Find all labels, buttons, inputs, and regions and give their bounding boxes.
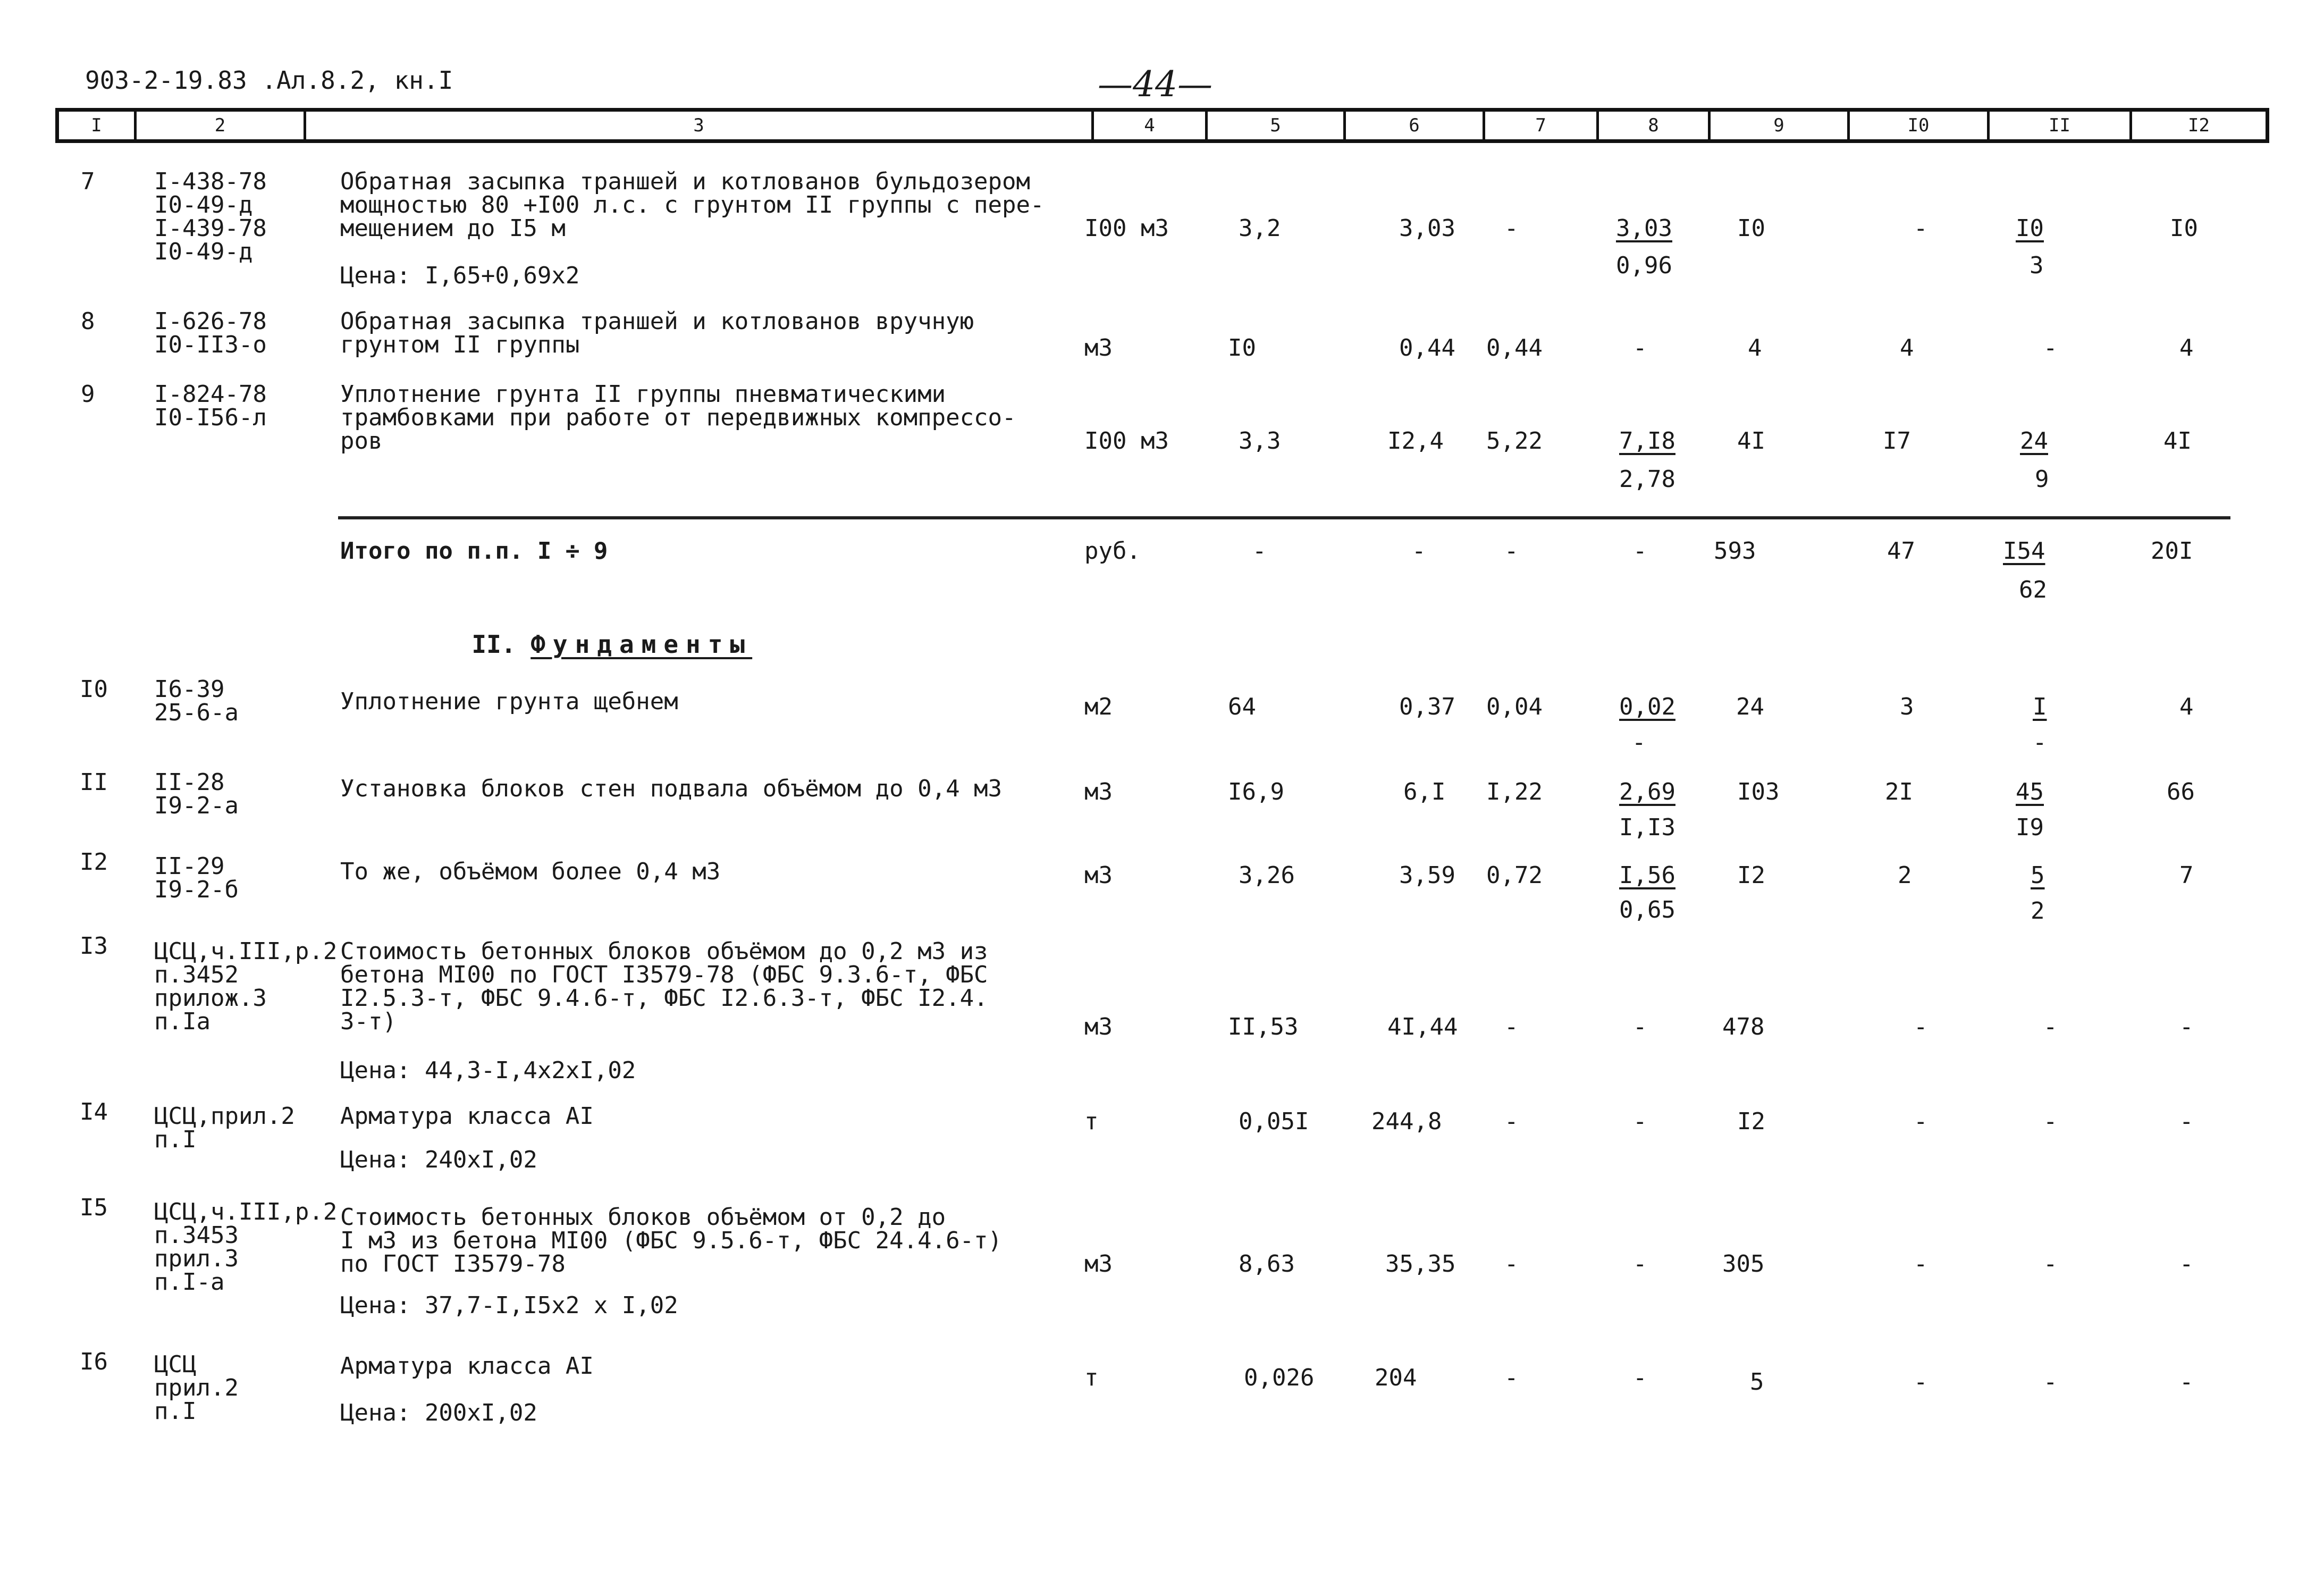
norm-ref: I-439-78 [154, 215, 267, 242]
col-5-value: - [1252, 537, 1267, 565]
col-8-value: - [1633, 1364, 1647, 1391]
col-11-value: 45 [2016, 778, 2044, 805]
col-10-value: 4 [1900, 334, 1914, 362]
work-description: Арматура класса АI [340, 1352, 594, 1380]
norm-ref: I6-39 [154, 676, 225, 703]
work-description: бетона МI00 по ГОСТ I3579-78 (ФБС 9.3.6-т, ФБС [340, 961, 988, 988]
work-description: Установка блоков стен подвала объёмом до 0,4 м3 [340, 775, 1003, 802]
row-number: 7 [81, 168, 95, 195]
price-formula: Цена: 37,7-I,I5x2 x I,02 [340, 1292, 678, 1319]
unit: т [1084, 1364, 1099, 1391]
col-6-value: 3,59 [1399, 862, 1455, 889]
col-6-value: 35,35 [1385, 1250, 1456, 1278]
col-5-value: I6,9 [1228, 778, 1284, 805]
norm-ref: п.I [154, 1398, 197, 1425]
col-5-value: II,53 [1228, 1013, 1299, 1040]
col-8-value: 7,I8 [1619, 427, 1675, 455]
unit: I00 м3 [1084, 427, 1169, 455]
col-10-value: - [1914, 1368, 1928, 1396]
col-10-value: 2 [1898, 862, 1912, 889]
col-11-value: - [2043, 1013, 2058, 1040]
col-9-value: 24 [1736, 693, 1764, 720]
col-12-value: 4I [2163, 427, 2192, 455]
col-9-value: I2 [1737, 1108, 1765, 1135]
col-9-value: I0 [1737, 215, 1765, 242]
col-11-value: - [2043, 1108, 2058, 1135]
work-description: Уплотнение грунта II группы пневматическими [340, 381, 946, 408]
norm-ref: прилож.3 [154, 985, 267, 1012]
col-12-value: I0 [2170, 215, 2198, 242]
unit: м3 [1084, 862, 1113, 889]
col-8-value: - [1633, 1108, 1647, 1135]
col-6-value: I2,4 [1387, 427, 1444, 455]
col-5-value: 0,026 [1244, 1364, 1315, 1391]
norm-ref: ЦСЦ,ч.III,р.2 [154, 1198, 338, 1225]
norm-ref: п.I-а [154, 1268, 225, 1296]
col-9-value: 4 [1748, 334, 1762, 362]
col-10-value: I7 [1883, 427, 1911, 455]
row-number: I6 [80, 1348, 108, 1375]
norm-ref: II-28 [154, 769, 225, 796]
unit: м3 [1084, 1013, 1113, 1040]
norm-ref: п.3453 [154, 1222, 239, 1249]
col-7-value: - [1504, 1250, 1519, 1278]
row-number: 9 [81, 381, 95, 408]
col-12-value: 7 [2179, 862, 2194, 889]
work-description: мещением до I5 м [340, 215, 566, 242]
document-code: 903-2-19.83 .Ал.8.2, кн.I [85, 66, 453, 95]
col-12-value: - [2179, 1368, 2194, 1396]
col-9-value: 5 [1750, 1368, 1764, 1396]
col-11-value: I0 [2016, 215, 2044, 242]
col-7-value: - [1504, 1364, 1519, 1391]
work-description: ров [340, 427, 383, 455]
unit: руб. [1084, 537, 1141, 565]
col-7-value: 0,04 [1486, 693, 1543, 720]
col-12-value: 20I [2151, 537, 2193, 565]
row-number: I4 [80, 1098, 108, 1125]
col-7-value: 5,22 [1486, 427, 1543, 455]
col-6-value: 0,37 [1399, 693, 1455, 720]
col-12-value: 4 [2179, 334, 2194, 362]
col-11-value: 5 [2031, 862, 2045, 889]
work-description: 3-т) [340, 1008, 397, 1035]
work-description: То же, объёмом более 0,4 м3 [340, 858, 721, 885]
col-8-value: 2,69 [1619, 778, 1675, 805]
column-header-6: 6 [1343, 112, 1483, 139]
col-10-value: - [1914, 1108, 1928, 1135]
col-9-value: I03 [1737, 778, 1780, 805]
col-11-value: - [2043, 1250, 2058, 1278]
col-8-subvalue: I,I3 [1619, 814, 1675, 841]
col-11-subvalue: I9 [2016, 814, 2044, 841]
column-header-9: 9 [1708, 112, 1847, 139]
col-5-value: 3,2 [1239, 215, 1281, 242]
column-header-row [55, 108, 2269, 143]
work-description: грунтом II группы [340, 331, 580, 358]
total-divider [338, 516, 2230, 519]
col-11-subvalue: 9 [2035, 466, 2049, 493]
work-description: по ГОСТ I3579-78 [340, 1250, 566, 1278]
total-label: Итого по п.п. I ÷ 9 [340, 537, 608, 565]
col-8-subvalue: 0,65 [1619, 896, 1675, 923]
work-description: Обратная засыпка траншей и котлованов бульдозером [340, 168, 1031, 195]
row-number: I5 [80, 1194, 108, 1221]
work-description: мощностью 80 +I00 л.с. с грунтом II группы с пере- [340, 191, 1045, 219]
work-description: I м3 из бетона МI00 (ФБС 9.5.6-т, ФБС 24.4.6-т) [340, 1227, 1003, 1254]
section-title: Фундаменты [531, 630, 753, 659]
norm-ref: прил.2 [154, 1374, 239, 1401]
column-header-11: II [1987, 112, 2129, 139]
price-formula: Цена: 44,3-I,4x2xI,02 [340, 1057, 636, 1084]
col-10-value: 2I [1885, 778, 1913, 805]
work-description: Обратная засыпка траншей и котлованов вручную [340, 308, 974, 335]
norm-ref: I9-2-б [154, 876, 239, 903]
col-7-value: - [1504, 537, 1519, 565]
col-9-value: 593 [1714, 537, 1756, 565]
col-7-value: I,22 [1486, 778, 1543, 805]
col-8-subvalue: 2,78 [1619, 466, 1675, 493]
column-header-5: 5 [1205, 112, 1343, 139]
col-5-value: 3,3 [1239, 427, 1281, 455]
col-8-value: - [1633, 1013, 1647, 1040]
col-8-value: 3,03 [1616, 215, 1672, 242]
column-header-3: 3 [304, 112, 1091, 139]
unit: I00 м3 [1084, 215, 1169, 242]
col-7-value: - [1504, 215, 1519, 242]
page-number: —44— [1098, 64, 1212, 105]
col-11-subvalue: - [2033, 729, 2047, 756]
col-7-value: 0,44 [1486, 334, 1543, 362]
norm-ref: ЦСЦ,ч.III,р.2 [154, 938, 338, 965]
price-formula: Цена: 200xI,02 [340, 1399, 537, 1426]
column-header-8: 8 [1596, 112, 1708, 139]
column-header-2: 2 [134, 112, 304, 139]
col-6-value: - [1412, 537, 1426, 565]
col-7-value: - [1504, 1108, 1519, 1135]
col-11-subvalue: 2 [2031, 897, 2045, 925]
price-formula: Цена: 240xI,02 [340, 1146, 537, 1173]
col-12-value: 4 [2179, 693, 2194, 720]
norm-ref: ЦСЦ,прил.2 [154, 1103, 295, 1130]
col-8-value: 0,02 [1619, 693, 1675, 720]
col-6-value: 204 [1375, 1364, 1417, 1391]
column-header-10: I0 [1847, 112, 1987, 139]
col-12-value: - [2179, 1250, 2194, 1278]
col-11-subvalue: 3 [2030, 252, 2044, 279]
norm-ref: п.I [154, 1126, 197, 1153]
norm-ref: п.3452 [154, 961, 239, 988]
col-6-value: 244,8 [1371, 1108, 1442, 1135]
col-8-subvalue: 0,96 [1616, 252, 1672, 279]
norm-ref: I9-2-а [154, 792, 239, 819]
col-9-value: 478 [1722, 1013, 1765, 1040]
col-6-value: 3,03 [1399, 215, 1455, 242]
col-9-value: I2 [1737, 862, 1765, 889]
col-7-value: - [1504, 1013, 1519, 1040]
col-11-value: - [2043, 1368, 2058, 1396]
col-6-value: 6,I [1403, 778, 1446, 805]
work-description: трамбовками при работе от передвижных компрессо- [340, 404, 1016, 431]
col-6-value: 4I,44 [1387, 1013, 1458, 1040]
column-header-12: I2 [2129, 112, 2266, 139]
norm-ref: I-438-78 [154, 168, 267, 195]
norm-ref: I0-49-д [154, 238, 253, 265]
row-number: II [80, 769, 108, 796]
unit: м3 [1084, 334, 1113, 362]
col-8-value: - [1633, 334, 1647, 362]
column-header-1: I [91, 115, 102, 136]
work-description: Стоимость бетонных блоков объёмом от 0,2 до [340, 1204, 946, 1231]
norm-ref: прил.3 [154, 1245, 239, 1272]
col-5-value: 8,63 [1239, 1250, 1295, 1278]
row-number: I2 [80, 848, 108, 876]
col-10-value: 3 [1900, 693, 1914, 720]
row-number: 8 [81, 308, 95, 335]
work-description: Арматура класса АI [340, 1103, 594, 1130]
unit: м2 [1084, 693, 1113, 720]
unit: т [1084, 1108, 1099, 1135]
norm-ref: I-626-78 [154, 308, 267, 335]
col-10-value: - [1914, 1013, 1928, 1040]
norm-ref: II-29 [154, 853, 225, 880]
work-description: Стоимость бетонных блоков объёмом до 0,2 м3 из [340, 938, 988, 965]
norm-ref: ЦСЦ [154, 1351, 197, 1378]
norm-ref: I0-49-д [154, 191, 253, 219]
col-10-value: 47 [1887, 537, 1915, 565]
work-description: Уплотнение грунта щебнем [340, 688, 678, 715]
norm-ref: I0-I56-л [154, 404, 267, 431]
row-number: I3 [80, 932, 108, 960]
col-11-value: 24 [2020, 427, 2048, 455]
section-prefix: II. [471, 630, 516, 659]
col-12-value: - [2179, 1013, 2194, 1040]
col-12-value: - [2179, 1108, 2194, 1135]
norm-ref: I0-II3-о [154, 331, 267, 358]
col-9-value: 305 [1722, 1250, 1765, 1278]
col-8-subvalue: - [1632, 729, 1646, 756]
norm-ref: п.Iа [154, 1008, 210, 1035]
col-8-value: I,56 [1619, 862, 1675, 889]
col-7-value: 0,72 [1486, 862, 1543, 889]
row-number: I0 [80, 676, 108, 703]
unit: м3 [1084, 778, 1113, 805]
work-description: I2.5.3-т, ФБС 9.4.6-т, ФБС I2.6.3-т, ФБС I2.4. [340, 985, 988, 1012]
unit: м3 [1084, 1250, 1113, 1278]
col-5-value: 3,26 [1239, 862, 1295, 889]
col-5-value: I0 [1228, 334, 1256, 362]
column-header-4: 4 [1091, 112, 1205, 139]
norm-ref: 25-6-а [154, 699, 239, 726]
col-9-value: 4I [1737, 427, 1765, 455]
col-12-value: 66 [2167, 778, 2195, 805]
col-11-value: - [2043, 334, 2058, 362]
column-header-7: 7 [1483, 112, 1596, 139]
col-11-value: I [2033, 693, 2047, 720]
col-11-subvalue: 62 [2019, 576, 2047, 603]
norm-ref: I-824-78 [154, 381, 267, 408]
col-5-value: 64 [1228, 693, 1256, 720]
col-8-value: - [1633, 1250, 1647, 1278]
col-5-value: 0,05I [1239, 1108, 1309, 1135]
section-heading [442, 608, 752, 657]
col-8-value: - [1633, 537, 1647, 565]
col-10-value: - [1914, 1250, 1928, 1278]
col-10-value: - [1914, 215, 1928, 242]
col-6-value: 0,44 [1399, 334, 1455, 362]
price-formula: Цена: I,65+0,69x2 [340, 262, 580, 289]
col-11-value: I54 [2003, 537, 2045, 565]
